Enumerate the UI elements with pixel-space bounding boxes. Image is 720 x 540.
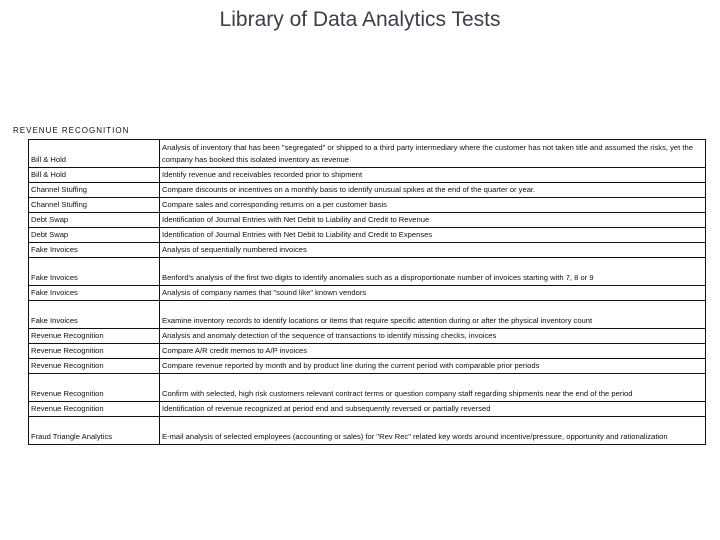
analytics-tests-table	[28, 139, 706, 445]
table-row	[29, 198, 706, 213]
table-row	[29, 344, 706, 359]
category-cell: Bill & Hold	[29, 168, 160, 183]
category-cell: Fake Invoices	[29, 258, 160, 286]
category-cell: Revenue Recognition	[29, 344, 160, 359]
table-row	[29, 417, 706, 445]
category-cell: Bill & Hold	[29, 140, 160, 168]
test-cell: Identification of Journal Entries with Net Debit to Liability and Credit to Expenses	[160, 228, 706, 243]
table-row	[29, 243, 706, 258]
test-cell: Compare revenue reported by month and by product line during the current period with comparable prior periods	[160, 359, 706, 374]
table-row	[29, 140, 706, 168]
section-heading: REVENUE RECOGNITION	[13, 126, 130, 135]
category-cell: Channel Stuffing	[29, 198, 160, 213]
table-row	[29, 213, 706, 228]
category-cell: Fake Invoices	[29, 243, 160, 258]
category-cell: Fake Invoices	[29, 301, 160, 329]
test-cell: Compare discounts or incentives on a monthly basis to identify unusual spikes at the end of the quarter or year.	[160, 183, 706, 198]
test-cell: Identification of Journal Entries with Net Debit to Liability and Credit to Revenue	[160, 213, 706, 228]
category-cell: Revenue Recognition	[29, 402, 160, 417]
table-row	[29, 183, 706, 198]
test-cell: E-mail analysis of selected employees (accounting or sales) for "Rev Rec" related key words around incentive/pressure, opportunity and rationalization	[160, 417, 706, 445]
page-title: Library of Data Analytics Tests	[219, 8, 501, 31]
test-cell: Identify revenue and receivables recorded prior to shipment	[160, 168, 706, 183]
table-row	[29, 301, 706, 329]
test-cell: Identification of revenue recognized at period end and subsequently reversed or partially reversed	[160, 402, 706, 417]
test-cell: Benford's analysis of the first two digits to identify anomalies such as a disproportionate number of invoices starting with 7, 8 or 9	[160, 258, 706, 286]
category-cell: Revenue Recognition	[29, 329, 160, 344]
category-cell: Fraud Triangle Analytics	[29, 417, 160, 445]
test-cell: Compare A/R credit memos to A/P invoices	[160, 344, 706, 359]
category-cell: Debt Swap	[29, 228, 160, 243]
test-cell: Confirm with selected, high risk customers relevant contract terms or question company staff regarding shipments near the end of the period	[160, 374, 706, 402]
category-cell: Debt Swap	[29, 213, 160, 228]
test-cell: Analysis of sequentially numbered invoices	[160, 243, 706, 258]
test-cell: Examine inventory records to identify locations or items that require specific attention during or after the physical inventory count	[160, 301, 706, 329]
table-row	[29, 329, 706, 344]
table-row	[29, 258, 706, 286]
table-row	[29, 359, 706, 374]
test-cell: Analysis and anomaly detection of the sequence of transactions to identify missing checks, invoices	[160, 329, 706, 344]
category-cell: Channel Stuffing	[29, 183, 160, 198]
test-cell: Analysis of company names that "sound like" known vendors	[160, 286, 706, 301]
category-cell: Fake Invoices	[29, 286, 160, 301]
table-row	[29, 286, 706, 301]
category-cell: Revenue Recognition	[29, 374, 160, 402]
table-row	[29, 228, 706, 243]
test-cell: Compare sales and corresponding returns on a per customer basis	[160, 198, 706, 213]
category-cell: Revenue Recognition	[29, 359, 160, 374]
test-cell: Analysis of inventory that has been "segregated" or shipped to a third party intermediary where the customer has not taken title and assumed the risks, yet the company has booked this isolated inventory as revenue	[160, 140, 706, 168]
table-row	[29, 168, 706, 183]
table-row	[29, 402, 706, 417]
table-row	[29, 374, 706, 402]
